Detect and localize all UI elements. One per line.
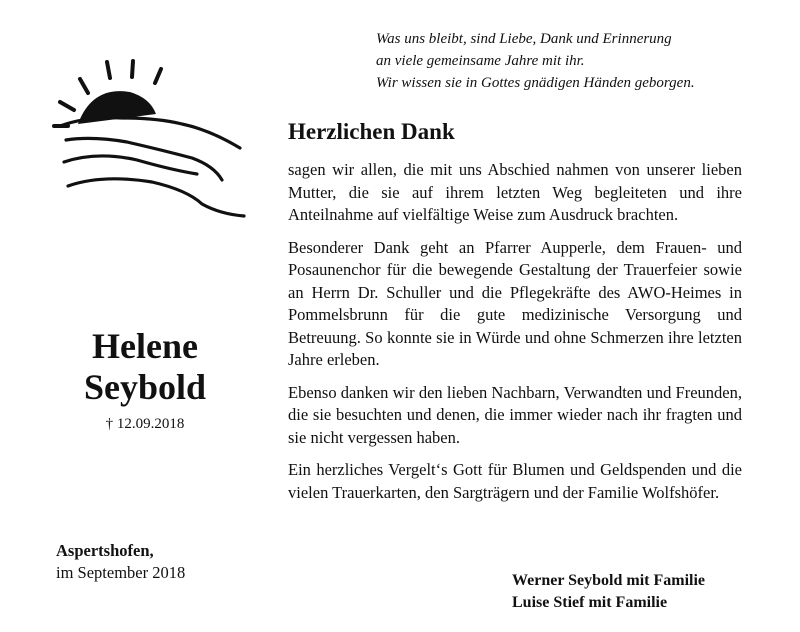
poem [376,28,776,94]
place-date [56,540,185,584]
death-date: † 12.09.2018 [105,416,185,432]
paragraph: Ein herzliches Vergelt‘s Gott für Blumen und Geldspenden und die vielen Trauerkarten, den Sargträgern und der Familie Wolfshöfer. [288,460,742,502]
month-year: im September 2018 [56,563,186,582]
first-name: Helene [92,326,198,366]
signers [512,570,705,614]
town: Aspertshofen, [56,541,154,560]
sunset-hills-icon [52,56,252,221]
poem-line: an viele gemeinsame Jahre mit ihr. [376,53,585,69]
heading: Herzlichen Dank [288,119,455,144]
signer: Werner Seybold mit Familie [512,572,706,589]
last-name: Seybold [83,367,207,407]
paragraph: Ebenso danken wir den lieben Nachbarn, Verwandten und Freunden, die sie besuchten und denen, die immer wieder nach ihr fragten und sie nicht vergessen haben. [288,382,742,447]
poem-line: Wir wissen sie in Gottes gnädigen Händen geborgen. [376,75,695,91]
deceased-name [40,326,250,408]
message-body [288,159,742,514]
signer: Luise Stief mit Familie [512,594,668,611]
poem-line: Was uns bleibt, sind Liebe, Dank und Erinnerung [376,31,672,47]
paragraph: Besonderer Dank geht an Pfarrer Aupperle, dem Frauen- und Posaunenchor für die bewegende Gestaltung der Trauerfeier sowie an Herrn Dr. Schuller und die Pflegekräfte des AWO-Heimes in Pommelsbrunn für die gute medizinische Versorgung und Betreuung. So konnte sie in Würde und ohne Schmerzen ihre letzten Jahre erleben. [288,237,742,369]
paragraph: sagen wir allen, die mit uns Abschied nahmen von unserer lieben Mutter, die sie auf ihrem letzten Weg begleiteten und ihre Anteilnahme auf vielfältige Weise zum Ausdruck brachten. [288,160,742,224]
